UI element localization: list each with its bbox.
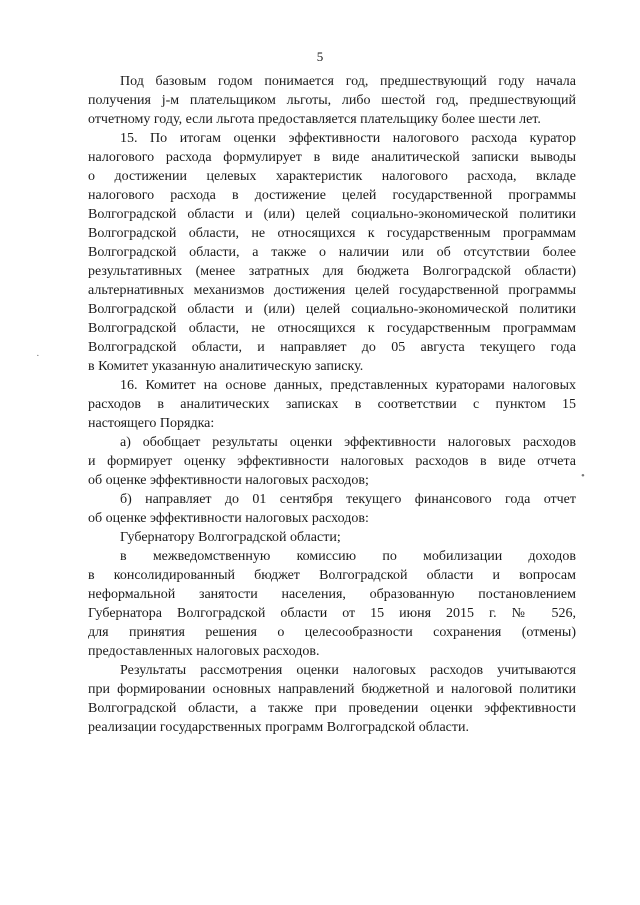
text-line: неформальной занятости населения, образованную постановлением [88,587,576,602]
text-line: получения j-м плательщиком льготы, либо шестой год, предшествующий [88,93,576,108]
text-line: предоставленных налоговых расходов. [88,644,320,659]
scan-artifact: · [36,350,40,362]
text-line: а) обобщает результаты оценки эффективности налоговых расходов [120,435,576,450]
text-line: альтернативных механизмов достижения целей государственной программы [88,283,576,298]
text-line: налогового расхода в достижение целей государственной программы [88,188,576,203]
text-line: отчетному году, если льгота предоставляется плательщику более шести лет. [88,112,541,127]
text-line: Губернатору Волгоградской области; [120,530,341,545]
document-body [88,72,576,737]
text-line: о достижении целевых характеристик налогового расхода, вкладе [88,169,576,184]
text-line: и формирует оценку эффективности налоговых расходов в виде отчета [88,454,576,469]
text-line: Результаты рассмотрения оценки налоговых расходов учитываются [120,663,576,678]
text-line: Волгоградской области, и направляет до 05 августа текущего года [88,340,576,355]
text-line: при формировании основных направлений бюджетной и налоговой политики [88,682,576,697]
text-line: расходов в аналитических записках в соответствии с пунктом 15 [88,397,576,412]
text-line: для принятия решения о целесообразности сохранения (отмены) [88,625,576,640]
text-line: Волгоградской области и (или) целей социально-экономической политики [88,302,576,317]
text-line: реализации государственных программ Волгоградской области. [88,720,469,735]
page-number: 5 [316,49,324,64]
text-line: Волгоградской области, а также при проведении оценки эффективности [88,701,576,716]
text-line: Волгоградской области, не относящихся к государственным программам [88,226,576,241]
text-line: об оценке эффективности налоговых расходов; [88,473,369,488]
text-line: налогового расхода формулирует в виде аналитической записки выводы [88,150,576,165]
text-line: в межведомственную комиссию по мобилизации доходов [120,549,576,564]
text-line: в консолидированный бюджет Волгоградской области и вопросам [88,568,576,583]
text-line: об оценке эффективности налоговых расходов: [88,511,369,526]
text-line: Под базовым годом понимается год, предшествующий году начала [120,74,576,89]
text-line: Волгоградской области, не относящихся к государственным программам [88,321,576,336]
text-line: 16. Комитет на основе данных, представленных кураторами налоговых [120,378,576,393]
text-line: 15. По итогам оценки эффективности налогового расхода куратор [120,131,576,146]
text-line: Губернатора Волгоградской области от 15 июня 2015 г. № 526, [88,606,576,621]
text-line: Волгоградской области, а также о наличии или об отсутствии более [88,245,576,260]
text-line: б) направляет до 01 сентября текущего финансового года отчет [120,492,576,507]
text-line: результативных (менее затратных для бюджета Волгоградской области) [88,264,576,279]
text-line: в Комитет указанную аналитическую записку. [88,359,364,374]
text-line: настоящего Порядка: [88,416,215,431]
scan-artifact: • [581,470,585,482]
text-line: Волгоградской области и (или) целей социально-экономической политики [88,207,576,222]
